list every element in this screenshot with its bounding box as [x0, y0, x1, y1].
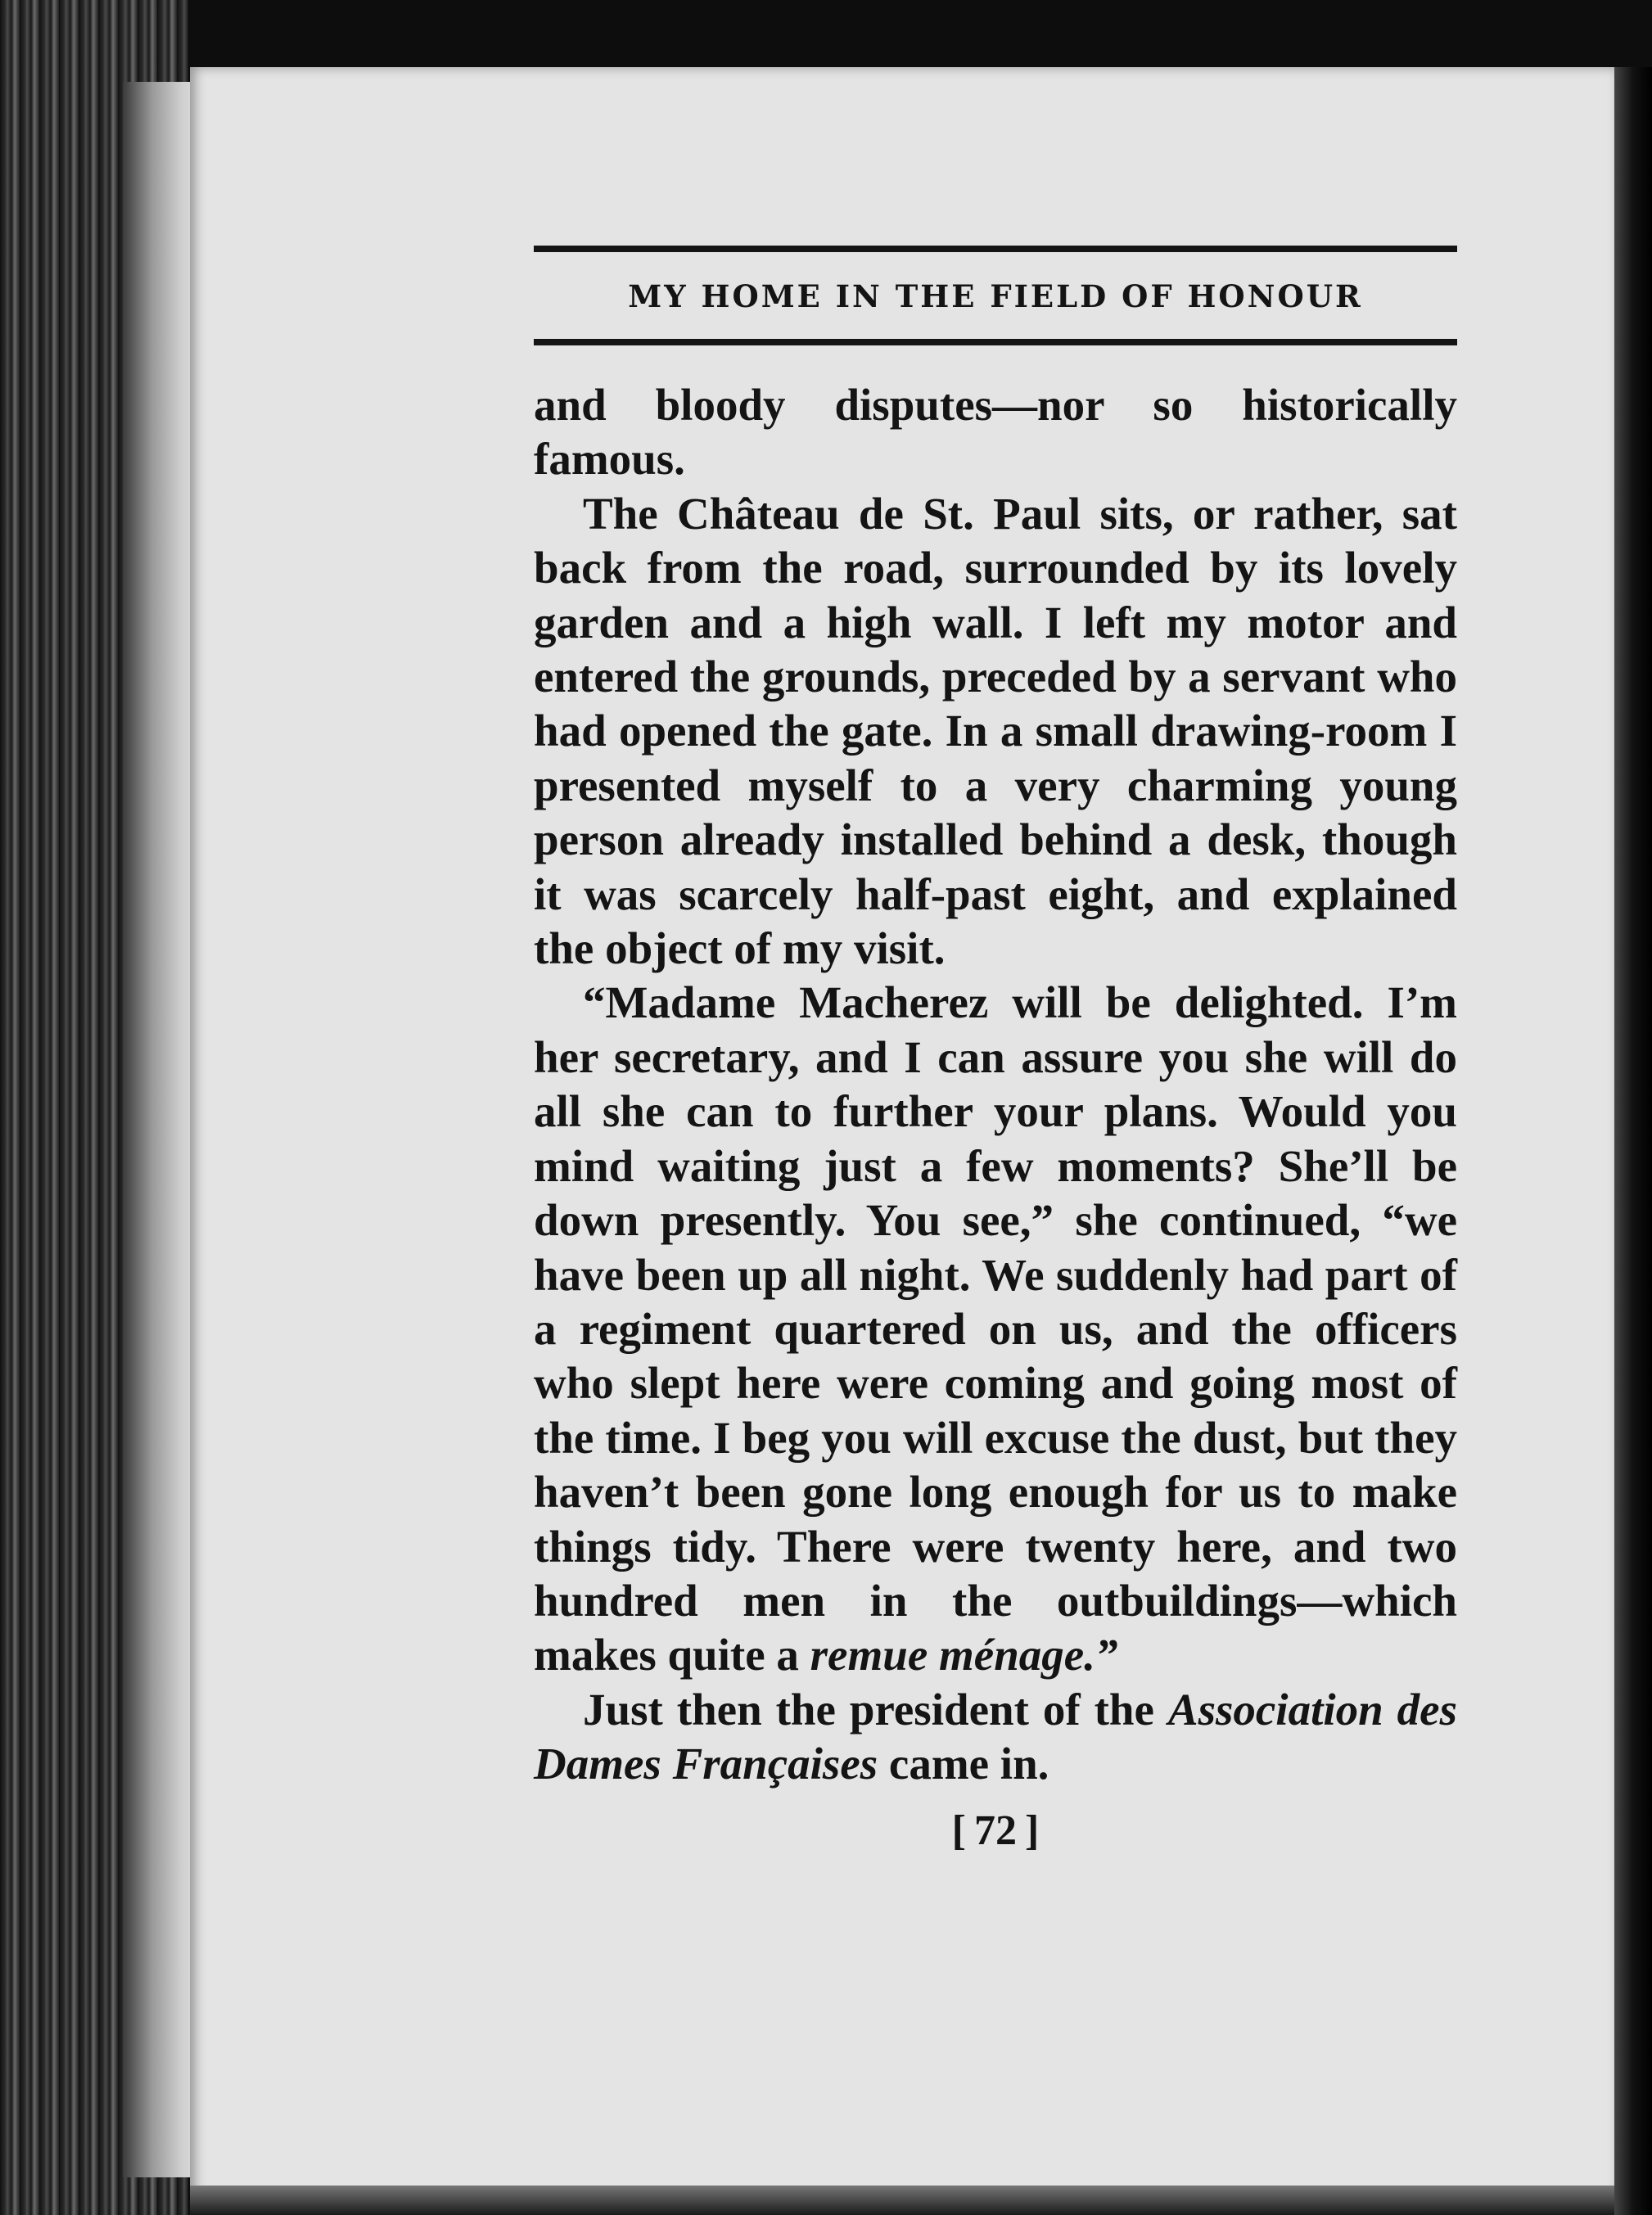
italic-association-name: Association des Dames Françaises: [534, 1684, 1457, 1789]
header-top-rule: [534, 246, 1457, 252]
page-number-close-bracket: ]: [1025, 1807, 1040, 1854]
paragraph-text: “Madame Macherez will be delighted. I’m her secretary, and I can assure you she will do all she can to further your plans. Would you mind waiting just a few moments? She’ll be down presently. You see,” she continued, “we have been up all night. We suddenly had part of a regiment quartered on us, and the officers who slept here were coming and going most of the time. I beg you will excuse the dust, but they haven’t been gone long enough for us to make things tidy. There were twenty here, and two hundred men in the outbuildings—which makes quite a: [534, 977, 1457, 1680]
page-number: [534, 1807, 1457, 1855]
page-right-edge: [1614, 67, 1652, 2215]
paragraph-secretary-speech: [534, 976, 1457, 1682]
paragraph-chateau: [534, 487, 1457, 977]
page-bottom-edge: [190, 2186, 1614, 2215]
page-number-value: 72: [974, 1807, 1017, 1854]
paragraph-text: The Château de St. Paul sits, or rather, sat back from the road, surrounded by its lovely garden and a high wall. I left my motor and entered the grounds, preceded by a servant who had opened the gate. In a small drawing-room I presented myself to a very charming young person already installed behind a desk, though it was scarcely half-past eight, and explained the object of my visit.: [534, 488, 1457, 974]
italic-phrase: remue ménage.”: [810, 1630, 1118, 1680]
body-text: [534, 378, 1457, 1792]
paragraph-continuation: [534, 378, 1457, 487]
page-gutter-shadow: [123, 82, 196, 2177]
running-head: MY HOME IN THE FIELD OF HONOUR: [628, 278, 1363, 314]
page-number-open-bracket: [: [951, 1807, 966, 1854]
page-content: [534, 246, 1457, 1855]
paragraph-text: came in.: [878, 1739, 1049, 1789]
paragraph-text: and bloody disputes—nor so historically famous.: [534, 380, 1457, 485]
header-bottom-rule: [534, 339, 1457, 345]
paragraph-president: [534, 1683, 1457, 1792]
paragraph-text: Just then the president of the: [583, 1684, 1168, 1735]
